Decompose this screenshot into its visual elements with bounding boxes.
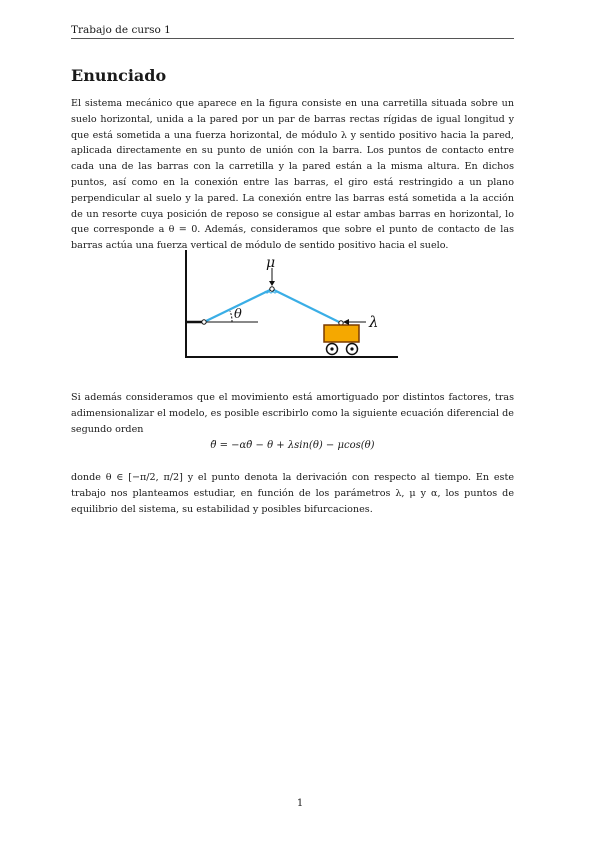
wall-joint xyxy=(202,320,206,324)
theta-arc xyxy=(230,311,232,322)
running-header: Trabajo de curso 1 xyxy=(71,24,171,36)
differential-equation: θ̈ = −αθ̇ − θ + λsin(θ) − μcos(θ) xyxy=(210,440,375,451)
header-rule xyxy=(71,38,514,39)
mechanical-system-figure xyxy=(170,248,410,364)
section-title: Enunciado xyxy=(71,66,167,85)
cart-wheel-left-hub xyxy=(330,347,333,350)
lambda-label: λ xyxy=(369,313,379,331)
cart-wheel-right-hub xyxy=(350,347,353,350)
paragraph-objectives: donde θ ∈ [−π/2, π/2] y el punto denota la derivación con respecto al tiempo. En este trabajo nos planteamos estudiar, en función de los parámetros λ, μ y α, los puntos de equilibrio del sistema, su estabilidad y posibles bifurcaciones. xyxy=(71,472,514,515)
page-number: 1 xyxy=(296,798,304,809)
cart-body xyxy=(324,325,359,342)
paragraph-model: Si además consideramos que el movimiento está amortiguado por distintos factores, tras adimensionalizar el modelo, es posible escribirlo como la siguiente ecuación diferencial de segundo orden xyxy=(71,392,514,435)
mu-label: μ xyxy=(266,255,276,271)
theta-label: θ xyxy=(234,307,242,322)
paragraph-description: El sistema mecánico que aparece en la figura consiste en una carretilla situada sobre un suelo horizontal, unida a la pared por un par de barras rectas rígidas de igual longitud y que está sometida a una fuerza horizontal, de módulo λ y sentido positivo hacia la pared, aplicada directamente en su punto de unión con la barra. Los puntos de contacto entre cada una de las barras con la carretilla y la pared están a la misma altura. En dichos puntos, así como en la conexión entre las barras, el giro está restringido a un plano perpendicular al suelo y la pared. La conexión entre las barras está sometida a la acción de un resorte cuya posición de reposo se consigue al estar ambas barras en horizontal, lo que corresponde a θ = 0. Además, consideramos que sobre el punto de contacto de las barras actúa una fuerza vertical de módulo de sentido positivo hacia el suelo. xyxy=(71,98,514,252)
mu-arrowhead xyxy=(269,281,275,286)
lambda-arrowhead xyxy=(343,319,349,325)
top-joint xyxy=(270,287,274,291)
right-bar xyxy=(272,289,341,323)
